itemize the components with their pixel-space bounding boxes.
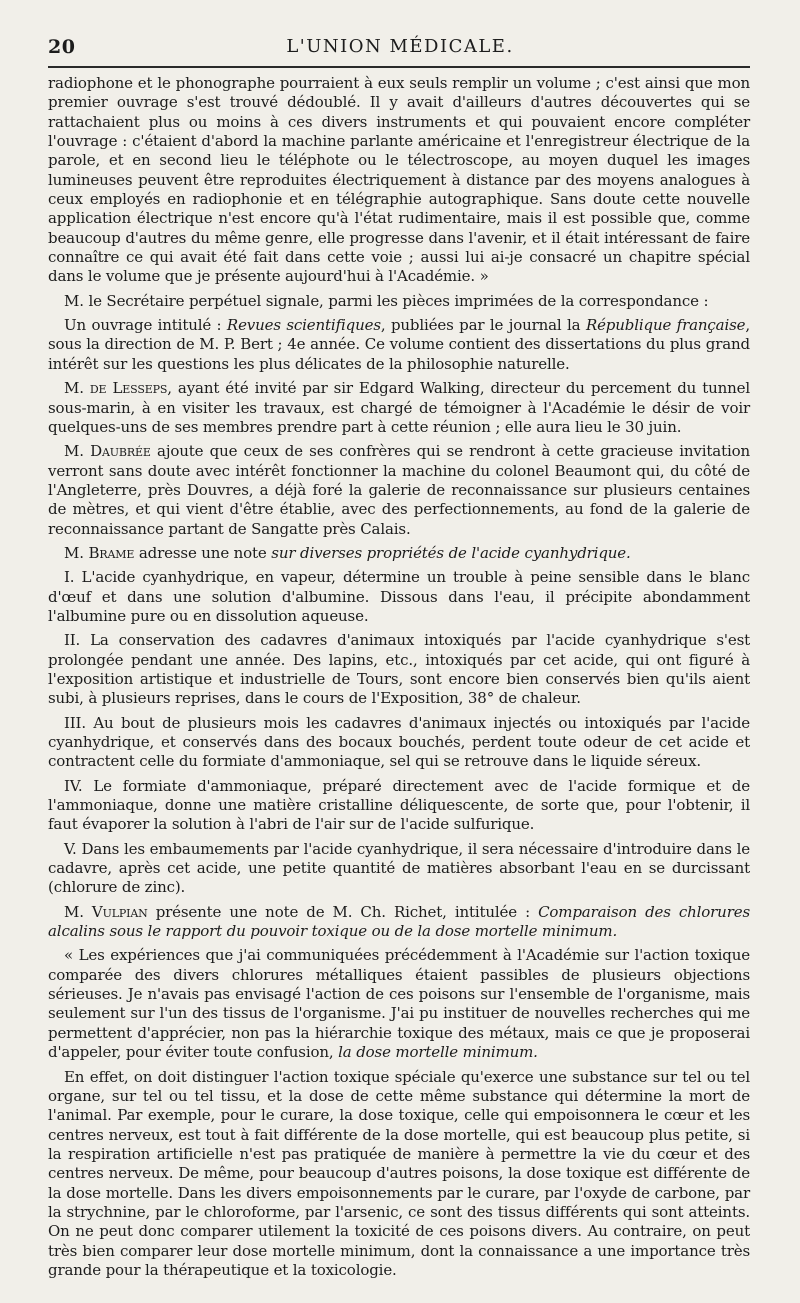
journal-title: République française bbox=[585, 316, 746, 335]
page-header bbox=[48, 30, 752, 64]
paragraph-point-3: III. Au bout de plusieurs mois les cadavres d'animaux injectés ou intoxiqués par l'acide cyanhydrique, et conservés dans des bocaux bouchés, perdent toute odeur de cet acide et contractent celle du formiate d'ammoniaque, sel qui se retrouve dans le liquide séreux. bbox=[48, 713, 750, 771]
running-title: L'UNION MÉDICALE. bbox=[286, 36, 514, 57]
page-number: 20 bbox=[48, 36, 76, 58]
paragraph-secretary: M. le Secrétaire perpétuel signale, parmi les pièces imprimées de la correspondance : bbox=[64, 291, 709, 310]
paragraph-point-5: V. Dans les embaumements par l'acide cyanhydrique, il sera nécessaire d'introduire dans le cadavre, après cet acide, une petite quantité de matières absorbant l'eau en se durcissant (chlorure de zinc). bbox=[48, 839, 750, 897]
speaker-name: Daubrée bbox=[90, 442, 151, 461]
paragraph-daubree: M. Daubrée ajoute que ceux de ses confrères qui se rendront à cette gracieuse invitation verront sans doute avec intérêt fonctionner la machine du colonel Beaumont qui, du côté de l'Angleterre, près Douvres, a déjà foré la galerie de reconnaissance sur plusieurs centaines de mètres, et qui vient d'être établie, avec des perfectionnements, au fond de la galerie de reconnaissance partant de Sangatte près Calais. bbox=[48, 442, 750, 538]
work-title: Revues scientifiques bbox=[226, 316, 381, 335]
paragraph-point-1: I. L'acide cyanhydrique, en vapeur, détermine un trouble à peine sensible dans le blanc d'œuf et dans une solution d'albumine. Dissous dans l'eau, il précipite abondamment l'albumine pure ou en dissolution aqueuse. bbox=[48, 568, 750, 625]
paragraph-ouvrage: Un ouvrage intitulé : Revues scientifiques, publiées par le journal la République française, sous la direction de M. P. Bert ; 4e année. Ce volume contient des dissertations du plus grand intérêt sur les questions les plus délicates de la philosophie naturelle. bbox=[48, 316, 750, 373]
paragraph-lesseps: M. de Lesseps, ayant été invité par sir Edgard Walking, directeur du percement du tunnel sous-marin, à en visiter les travaux, est chargé de témoigner à l'Académie le désir de voir quelques-uns de ses membres prendre part à cette réunion ; elle aura lieu le 30 juin. bbox=[48, 379, 751, 436]
note-title: sur diverses propriétés de l'acide cyanhydrique. bbox=[271, 543, 631, 562]
paragraph-vulpian: M. Vulpian présente une note de M. Ch. Richet, intitulée : Comparaison des chlorures alcalins sous le rapport du pouvoir toxique ou de la dose mortelle minimum. bbox=[48, 902, 750, 941]
term-dose-mortelle: la dose mortelle minimum. bbox=[338, 1043, 538, 1062]
speaker-name: de Lesseps bbox=[89, 379, 168, 398]
paragraph-richet-quote: « Les expériences que j'ai communiquées précédemment à l'Académie sur l'action toxique comparée des divers chlorures métalliques étaient passibles de plusieurs objections sérieuses. Je n'avais pas envisagé l'action de ces poisons sur l'ensemble de l'organisme, mais seulement sur l'un des tissus de l'organisme. J'ai pu instituer de nouvelles recherches qui me permettent d'apprécier, non pas la hiérarchie toxique des métaux, mais ce que je proposerai d'appeler, pour éviter toute confusion, la dose mortelle minimum. bbox=[48, 946, 750, 1062]
paragraph-point-4: IV. Le formiate d'ammoniaque, préparé directement avec de l'acide formique et de l'ammoniaque, donne une matière cristalline déliquescente, de sorte que, pour l'obtenir, il faut évaporer la solution à l'abri de l'air sur de l'acide sulfurique. bbox=[48, 776, 750, 834]
paragraph-en-effet: En effet, on doit distinguer l'action toxique spéciale qu'exerce une substance sur tel ou tel organe, sur tel ou tel tissu, et la dose de cette même substance qui détermine la mort de l'animal. Par exemple, pour le curare, la dose toxique, celle qui empoisonnera le cœur et les centres nerveux, est tout à fait différente de la dose mortelle, qui est beaucoup plus petite, si la respiration artificielle n'est pas pratiquée de manière à permettre la vie du cœur et des centres nerveux. De même, pour beaucoup d'autres poisons, la dose toxique est différente de la dose mortelle. Dans les divers empoisonnements par le curare, par l'oxyde de carbone, par la strychnine, par le chloroforme, par l'arsenic, ce sont des tissus différents qui sont atteints. On ne peut donc comparer utilement la toxicité de ces poisons divers. Au contraire, on peut très bien comparer leur dose mortelle minimum, dont la connaissance a une importance très grande pour la thérapeutique et la toxicologie. bbox=[48, 1067, 750, 1279]
paragraph-point-2: II. La conservation des cadavres d'animaux intoxiqués par l'acide cyanhydrique s'est prolongée pendant une année. Des lapins, etc., intoxiqués par cet acide, qui ont figuré à l'exposition artistique et industrielle de Tours, sont encore bien conservés bien qu'ils aient subi, à plusieurs reprises, dans le cours de l'Exposition, 38° de chaleur. bbox=[48, 631, 750, 708]
speaker-name: Vulpian bbox=[91, 902, 148, 921]
paragraph-brame: M. Brame adresse une note sur diverses propriétés de l'acide cyanhydrique. bbox=[64, 543, 631, 562]
article-body bbox=[48, 74, 750, 1285]
note-title: Comparaison des chlorures alcalins sous le rapport du pouvoir toxique ou de la dose mortelle minimum. bbox=[48, 902, 750, 941]
paragraph-continuation: radiophone et le phonographe pourraient à eux seuls remplir un volume ; c'est ainsi que mon premier ouvrage s'est trouvé dédoublé. Il y avait d'ailleurs d'autres découvertes qui se rattachaient plus ou moins à ces divers instruments et qui pouvaient encore compléter l'ouvrage : c'étaient d'abord la machine parlante américaine et l'enregistreur électrique de la parole, et en second lieu le téléphote ou le télectroscope, au moyen duquel les images lumineuses peuvent être reproduites électriquement à distance par des moyens analogues à ceux employés en radiophonie et en télégraphie autographique. Sans doute cette nouvelle application électrique n'est encore qu'à l'état rudimentaire, mais il est possible que, comme beaucoup d'autres du même genre, elle progresse dans l'avenir, et il était intéressant de faire connaître ce qui avait été fait dans cette voie ; aussi lui ai-je consacré un chapitre spécial dans le volume que je présente aujourd'hui à l'Académie. » bbox=[48, 74, 750, 286]
speaker-name: Brame bbox=[88, 543, 135, 562]
header-rule bbox=[48, 66, 750, 68]
